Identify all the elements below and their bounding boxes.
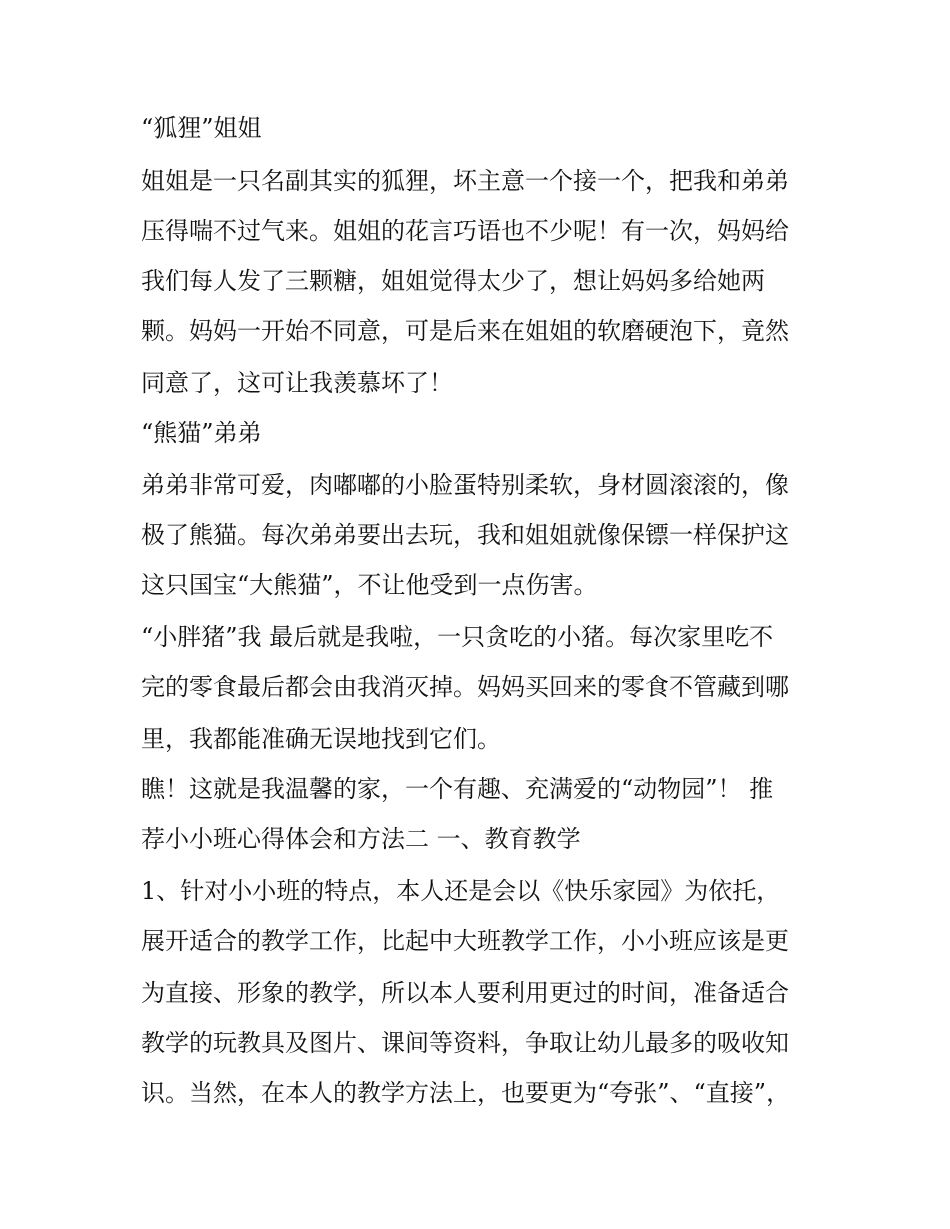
text-line: 识。当然，在本人的教学方法上，也要更为“夸张”、“直接”， [141, 1079, 791, 1107]
text-line: 我们每人发了三颗糖，姐姐觉得太少了，想让妈妈多给她两 [141, 267, 765, 295]
text-line: 完的零食最后都会由我消灭掉。妈妈买回来的零食不管藏到哪 [141, 673, 789, 701]
text-line: 教学的玩教具及图片、课间等资料，争取让幼儿最多的吸收知 [141, 1029, 789, 1057]
text-line: 极了熊猫。每次弟弟要出去玩，我和姐姐就像保镖一样保护这 [141, 521, 789, 549]
text-line: “小胖猪”我 最后就是我啦，一只贪吃的小猪。每次家里吃不 [141, 623, 774, 651]
text-line: 姐姐是一只名副其实的狐狸，坏主意一个接一个，把我和弟弟 [141, 167, 789, 195]
text-line: 里，我都能准确无误地找到它们。 [141, 725, 501, 753]
text-line: 这只国宝“大熊猫”，不让他受到一点伤害。 [141, 571, 598, 599]
text-line: 为直接、形象的教学，所以本人要利用更过的时间，准备适合 [141, 979, 789, 1007]
text-line: 荐小小班心得体会和方法二 一、教育教学 [141, 825, 581, 853]
text-line: 同意了，这可让我羡慕坏了！ [141, 369, 453, 397]
text-line: 压得喘不过气来。姐姐的花言巧语也不少呢！有一次，妈妈给 [141, 217, 789, 245]
text-line: 弟弟非常可爱，肉嘟嘟的小脸蛋特别柔软，身材圆滚滚的，像 [141, 471, 789, 499]
section-heading-panda-brother: “熊猫”弟弟 [141, 419, 262, 447]
section-heading-fox-sister: “狐狸”姐姐 [141, 114, 262, 142]
text-line: 1、针对小小班的特点，本人还是会以《快乐家园》为依托， [141, 877, 781, 905]
text-line: 展开适合的教学工作，比起中大班教学工作，小小班应该是更 [141, 927, 789, 955]
text-line: 瞧！这就是我温馨的家，一个有趣、充满爱的“动物园”！ 推 [141, 775, 774, 803]
text-line: 颗。妈妈一开始不同意，可是后来在姐姐的软磨硬泡下，竟然 [141, 317, 789, 345]
